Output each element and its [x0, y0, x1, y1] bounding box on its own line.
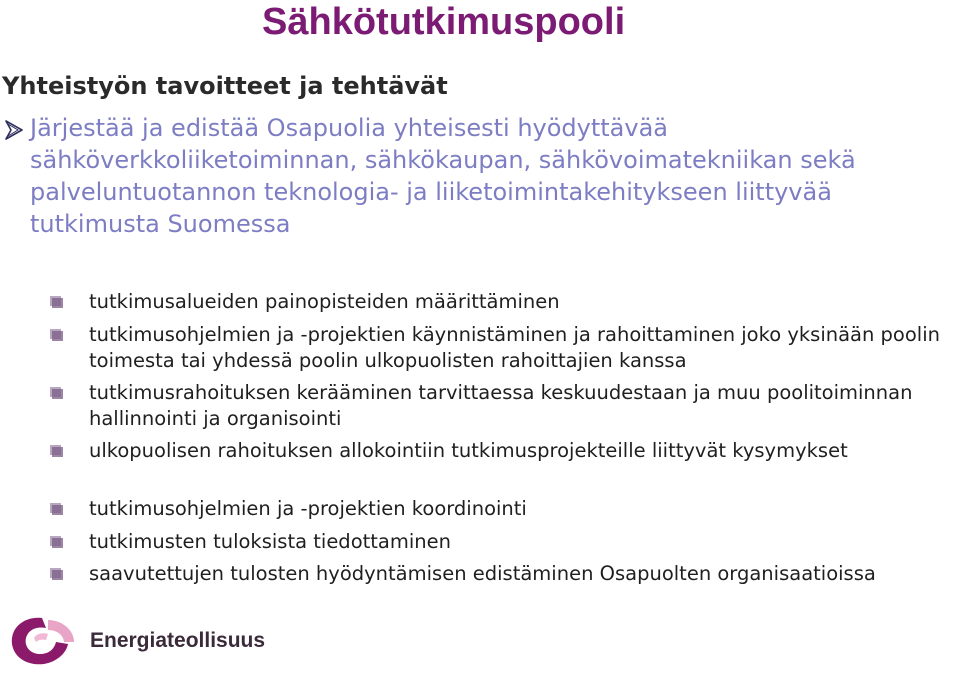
- list-item-text: tutkimusalueiden painopisteiden määrittäminen: [89, 290, 560, 313]
- list-item-text: saavutettujen tulosten hyödyntämisen edistäminen Osapuolten organisaatioissa: [89, 562, 876, 585]
- list-item-text: tutkimusohjelmien ja -projektien koordinointi: [89, 497, 527, 520]
- square-bullet-icon: [48, 386, 64, 400]
- square-bullet-icon: [48, 535, 64, 549]
- square-bullet-icon: [48, 502, 64, 516]
- square-bullet-icon: [48, 328, 64, 342]
- list-item-text: tutkimusten tuloksista tiedottaminen: [89, 530, 451, 553]
- energiateollisuus-logo: [6, 612, 266, 670]
- main-bullet-text: Järjestää ja edistää Osapuolia yhteisesti hyödyttävää sähköverkkoliiketoiminnan, sähkökaupan, sähkövoimatekniikan sekä palveluntuotannon teknologia- ja liiketoimintakehitykseen liittyvää tutkimusta Suomessa: [30, 114, 856, 238]
- square-bullet-icon: [48, 295, 64, 309]
- square-bullet-icon: [48, 567, 64, 581]
- slide-title: Sähkötutkimuspooli: [262, 1, 626, 43]
- list-item-text: tutkimusrahoituksen kerääminen tarvittaessa keskuudestaan ja muu poolitoiminnan hallinnointi ja organisointi: [89, 381, 913, 430]
- arrow-bullet-icon: [4, 119, 24, 141]
- energiateollisuus-logo-icon: [6, 612, 80, 670]
- logo-wordmark: Energiateollisuus: [90, 629, 266, 652]
- list-item-text: tutkimusohjelmien ja -projektien käynnistäminen ja rahoittaminen joko yksinään poolin toimesta tai yhdessä poolin ulkopuolisten rahoittajien kanssa: [89, 323, 940, 372]
- slide-subtitle: Yhteistyön tavoitteet ja tehtävät: [2, 72, 448, 100]
- square-bullet-icon: [48, 444, 64, 458]
- list-item-text: ulkopuolisen rahoituksen allokointiin tutkimusprojekteille liittyvät kysymykset: [89, 439, 848, 462]
